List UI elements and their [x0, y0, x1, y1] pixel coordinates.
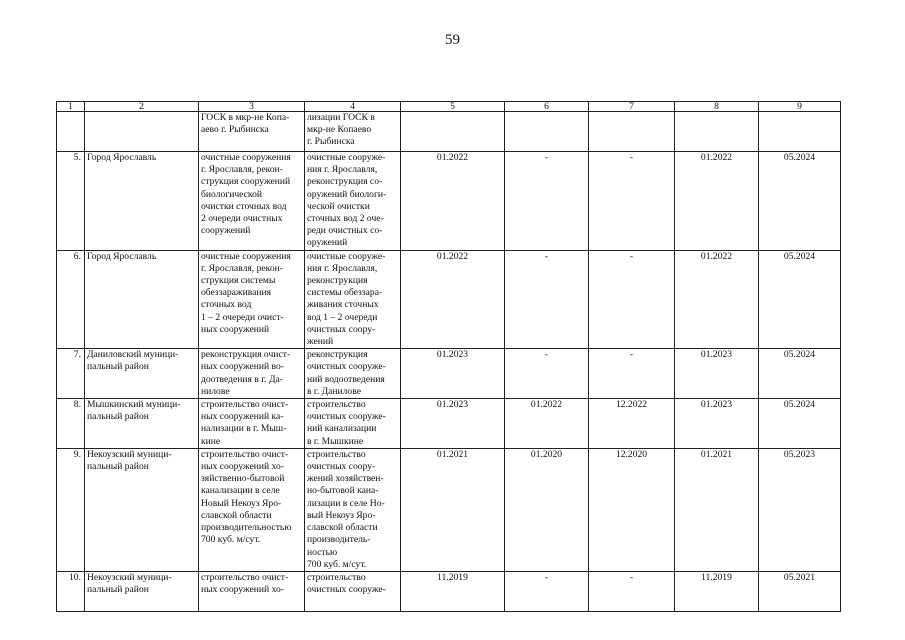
date-cell-col6	[505, 399, 589, 449]
date-cell-col9	[759, 349, 841, 399]
object-name-cell	[199, 349, 305, 399]
work-description-cell-text: реконструкция очистных сооруже- ний водоотведения в г. Данилове	[307, 349, 386, 397]
date-cell-col9	[759, 112, 841, 152]
municipality-cell	[85, 152, 199, 251]
date-cell-col8-text: 11.2019	[701, 571, 732, 583]
row-number-cell-text: 8.	[73, 399, 81, 411]
date-cell-col7	[589, 349, 675, 399]
row-number-cell-text: 7.	[73, 349, 81, 361]
object-name-cell-text: реконструкция очист- ных сооружений во- доотведения в г. Да- нилове	[201, 349, 291, 397]
object-name-cell	[199, 112, 305, 152]
municipality-cell	[85, 349, 199, 399]
work-description-cell	[305, 250, 401, 349]
date-cell-col8-text: 01.2022	[700, 152, 733, 163]
municipality-cell	[85, 250, 199, 349]
table-row	[57, 250, 841, 349]
date-cell-col7	[589, 250, 675, 349]
row-number-cell	[57, 349, 85, 399]
date-cell-col8	[675, 448, 759, 571]
work-description-cell	[305, 152, 401, 251]
row-number-cell	[57, 571, 85, 611]
work-description-cell	[305, 448, 401, 571]
row-number-cell-text: 6.	[73, 250, 81, 262]
work-description-cell	[305, 112, 401, 152]
date-cell-col6-text: 01.2020	[530, 448, 563, 460]
date-cell-col5-text: 01.2022	[436, 250, 469, 262]
date-cell-col5	[401, 112, 505, 152]
date-cell-col9-text: 05.2024	[783, 250, 816, 262]
work-description-cell-text: очистные сооруже- ния г. Ярославля, реконструкция системы обеззара- живания сточных вод 1 – 2 очереди очистных соору- жений	[307, 250, 386, 348]
work-description-cell	[305, 571, 401, 611]
row-number-cell-text: 9.	[73, 448, 81, 460]
municipality-cell-text: Некоузский муници- пальный район	[87, 571, 172, 596]
object-name-cell	[199, 152, 305, 251]
date-cell-col5	[401, 152, 505, 251]
date-cell-col7	[589, 571, 675, 611]
object-name-cell	[199, 448, 305, 571]
row-number-cell	[57, 399, 85, 449]
date-cell-col6	[505, 349, 589, 399]
row-number-cell	[57, 448, 85, 571]
municipality-cell-text: Некоузский муници- пальный район	[87, 448, 172, 473]
municipality-cell	[85, 448, 199, 571]
municipality-cell-text: Мышкинский муници- пальный район	[87, 399, 181, 423]
date-cell-col8	[675, 250, 759, 349]
date-cell-col8	[675, 152, 759, 251]
date-cell-col8-text: 01.2023	[700, 349, 733, 361]
date-cell-col7-text: 12.2022	[615, 399, 648, 411]
date-cell-col5-text: 11.2019	[437, 571, 468, 583]
header-cell: 3	[199, 102, 305, 112]
date-cell-col8	[675, 571, 759, 611]
date-cell-col5	[401, 448, 505, 571]
header-cell: 6	[505, 102, 589, 112]
date-cell-col9	[759, 250, 841, 349]
table-row	[57, 112, 841, 152]
date-cell-col9	[759, 571, 841, 611]
date-cell-col5	[401, 399, 505, 449]
date-cell-col6	[505, 448, 589, 571]
date-cell-col6	[505, 250, 589, 349]
date-cell-col8	[675, 112, 759, 152]
table-row	[57, 399, 841, 449]
date-cell-col5-text: 01.2021	[436, 448, 469, 460]
object-name-cell	[199, 399, 305, 449]
work-description-cell-text: строительство очистных сооруже- ний канализации в г. Мышкине	[307, 399, 386, 447]
work-description-cell-text: очистные сооруже- ния г. Ярославля, реконструкция со- оружений биологи- ческой очистки сточных вод 2 оче- реди очистных со- оружений	[307, 152, 387, 249]
object-name-cell-text: строительство очист- ных сооружений ка- нализации в г. Мыш- кине	[201, 399, 289, 447]
object-name-cell-text: ГОСК в мкр-не Копа- аево г. Рыбинска	[201, 112, 290, 136]
work-description-cell-text: строительство очистных сооруже-	[307, 571, 386, 596]
date-cell-col6-text: -	[544, 571, 549, 583]
date-cell-col9-text: 05.2023	[783, 448, 816, 460]
date-cell-col7	[589, 112, 675, 152]
date-cell-col7-text: 12.2020	[615, 448, 648, 460]
municipality-cell	[85, 399, 199, 449]
date-cell-col7-text: -	[629, 571, 634, 583]
header-cell: 9	[759, 102, 841, 112]
row-number-cell-text: 10.	[69, 571, 81, 583]
date-cell-col7	[589, 152, 675, 251]
date-cell-col6	[505, 112, 589, 152]
municipality-cell	[85, 571, 199, 611]
date-cell-col7	[589, 448, 675, 571]
table-header-row	[57, 102, 841, 112]
date-cell-col9	[759, 448, 841, 571]
municipality-cell-text: Город Ярославль	[87, 250, 157, 262]
object-name-cell-text: очистные сооружения г. Ярославля, рекон- струкция сооружений биологической очистки сточных вод 2 очереди очистных сооружений	[201, 152, 291, 237]
object-name-cell-text: строительство очист- ных сооружений хо-	[201, 571, 289, 596]
header-cell: 5	[401, 102, 505, 112]
date-cell-col8	[675, 399, 759, 449]
table-row	[57, 152, 841, 251]
date-cell-col7-text: -	[629, 152, 634, 163]
table-row	[57, 448, 841, 571]
row-number-cell	[57, 152, 85, 251]
header-cell: 1	[57, 102, 85, 112]
work-description-cell	[305, 349, 401, 399]
date-cell-col9	[759, 152, 841, 251]
header-cell: 2	[85, 102, 199, 112]
date-cell-col8-text: 01.2023	[700, 399, 733, 411]
row-number-cell	[57, 112, 85, 152]
object-name-cell-text: строительство очист- ных сооружений хо- зяйственно-бытовой канализации в селе Новый Некоуз Яро- славской области производительностью 700 куб. м/сут.	[201, 448, 292, 546]
date-cell-col7-text: -	[629, 250, 634, 262]
date-cell-col6-text: -	[544, 250, 549, 262]
page-number: 59	[445, 32, 460, 48]
date-cell-col7	[589, 399, 675, 449]
object-name-cell-text: очистные сооружения г. Ярославля, рекон- струкция системы обеззараживания сточных вод 1 – 2 очереди очист- ных сооружений	[201, 250, 291, 335]
header-cell: 8	[675, 102, 759, 112]
date-cell-col6	[505, 571, 589, 611]
date-cell-col5	[401, 250, 505, 349]
object-name-cell	[199, 571, 305, 611]
date-cell-col9-text: 05.2024	[783, 399, 816, 411]
date-cell-col7-text: -	[629, 349, 634, 361]
date-cell-col8	[675, 349, 759, 399]
row-number-cell	[57, 250, 85, 349]
municipality-cell-text: Город Ярославль	[87, 152, 157, 163]
date-cell-col9-text: 05.2021	[783, 571, 816, 583]
date-cell-col5-text: 01.2023	[436, 399, 469, 411]
header-cell: 4	[305, 102, 401, 112]
date-cell-col9	[759, 399, 841, 449]
municipality-cell-text: Даниловский муници- пальный район	[87, 349, 179, 373]
table-row	[57, 349, 841, 399]
header-cell: 7	[589, 102, 675, 112]
date-cell-col5	[401, 349, 505, 399]
date-cell-col5	[401, 571, 505, 611]
date-cell-col6-text: 01.2022	[530, 399, 563, 411]
date-cell-col6	[505, 152, 589, 251]
work-description-cell-text: строительство очистных соору- жений хозяйствен- но-бытовой кана- лизации в селе Но- вый Некоуз Яро- славской области производитель- ностью 700 куб. м/сут.	[307, 448, 385, 570]
date-cell-col5-text: 01.2022	[436, 152, 469, 163]
table-row	[57, 571, 841, 611]
date-cell-col6-text: -	[544, 152, 549, 163]
date-cell-col6-text: -	[544, 349, 549, 361]
object-name-cell	[199, 250, 305, 349]
date-cell-col9-text: 05.2024	[783, 152, 816, 163]
date-cell-col5-text: 01.2023	[436, 349, 469, 361]
date-cell-col8-text: 01.2021	[700, 448, 733, 460]
date-cell-col9-text: 05.2024	[783, 349, 816, 361]
row-number-cell-text: 5.	[73, 152, 81, 163]
work-description-cell-text: лизации ГОСК в мкр-не Копаево г. Рыбинска	[307, 112, 375, 148]
work-description-cell	[305, 399, 401, 449]
data-table	[56, 101, 841, 612]
date-cell-col8-text: 01.2022	[700, 250, 733, 262]
municipality-cell	[85, 112, 199, 152]
